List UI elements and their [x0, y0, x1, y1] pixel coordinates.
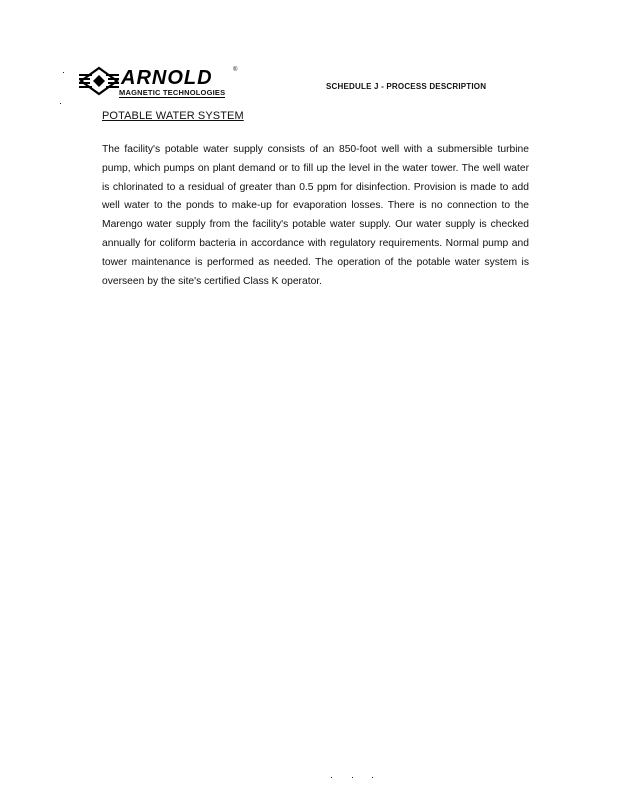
logo-subtitle: MAGNETIC TECHNOLOGIES [119, 88, 226, 97]
scan-speck [60, 103, 61, 104]
scan-speck [372, 777, 373, 778]
scan-speck [352, 777, 353, 778]
scan-speck [63, 72, 64, 73]
scan-speck [331, 777, 332, 778]
arnold-diamond-logo-icon [78, 66, 120, 96]
registered-mark: ® [233, 67, 238, 73]
section-title: POTABLE WATER SYSTEM [102, 110, 244, 122]
schedule-heading: SCHEDULE J - PROCESS DESCRIPTION [326, 82, 487, 91]
logo-wordmark: ARNOLD [121, 67, 213, 89]
company-logo [78, 66, 268, 98]
section-paragraph: The facility's potable water supply consists of an 850-foot well with a submersible turbine pump, which pumps on plant demand or to fill up the level in the water tower. The well water is chlorinated to a residual of greater than 0.5 ppm for disinfection. Provision is made to add well water to the ponds to make-up for evaporation losses. There is no connection to the Marengo water supply from the facility's potable water supply. Our water supply is checked annually for coliform bacteria in accordance with regulatory requirements. Normal pump and tower maintenance is performed as needed. The operation of the potable water system is overseen by the site's certified Class K operator. [102, 144, 529, 287]
